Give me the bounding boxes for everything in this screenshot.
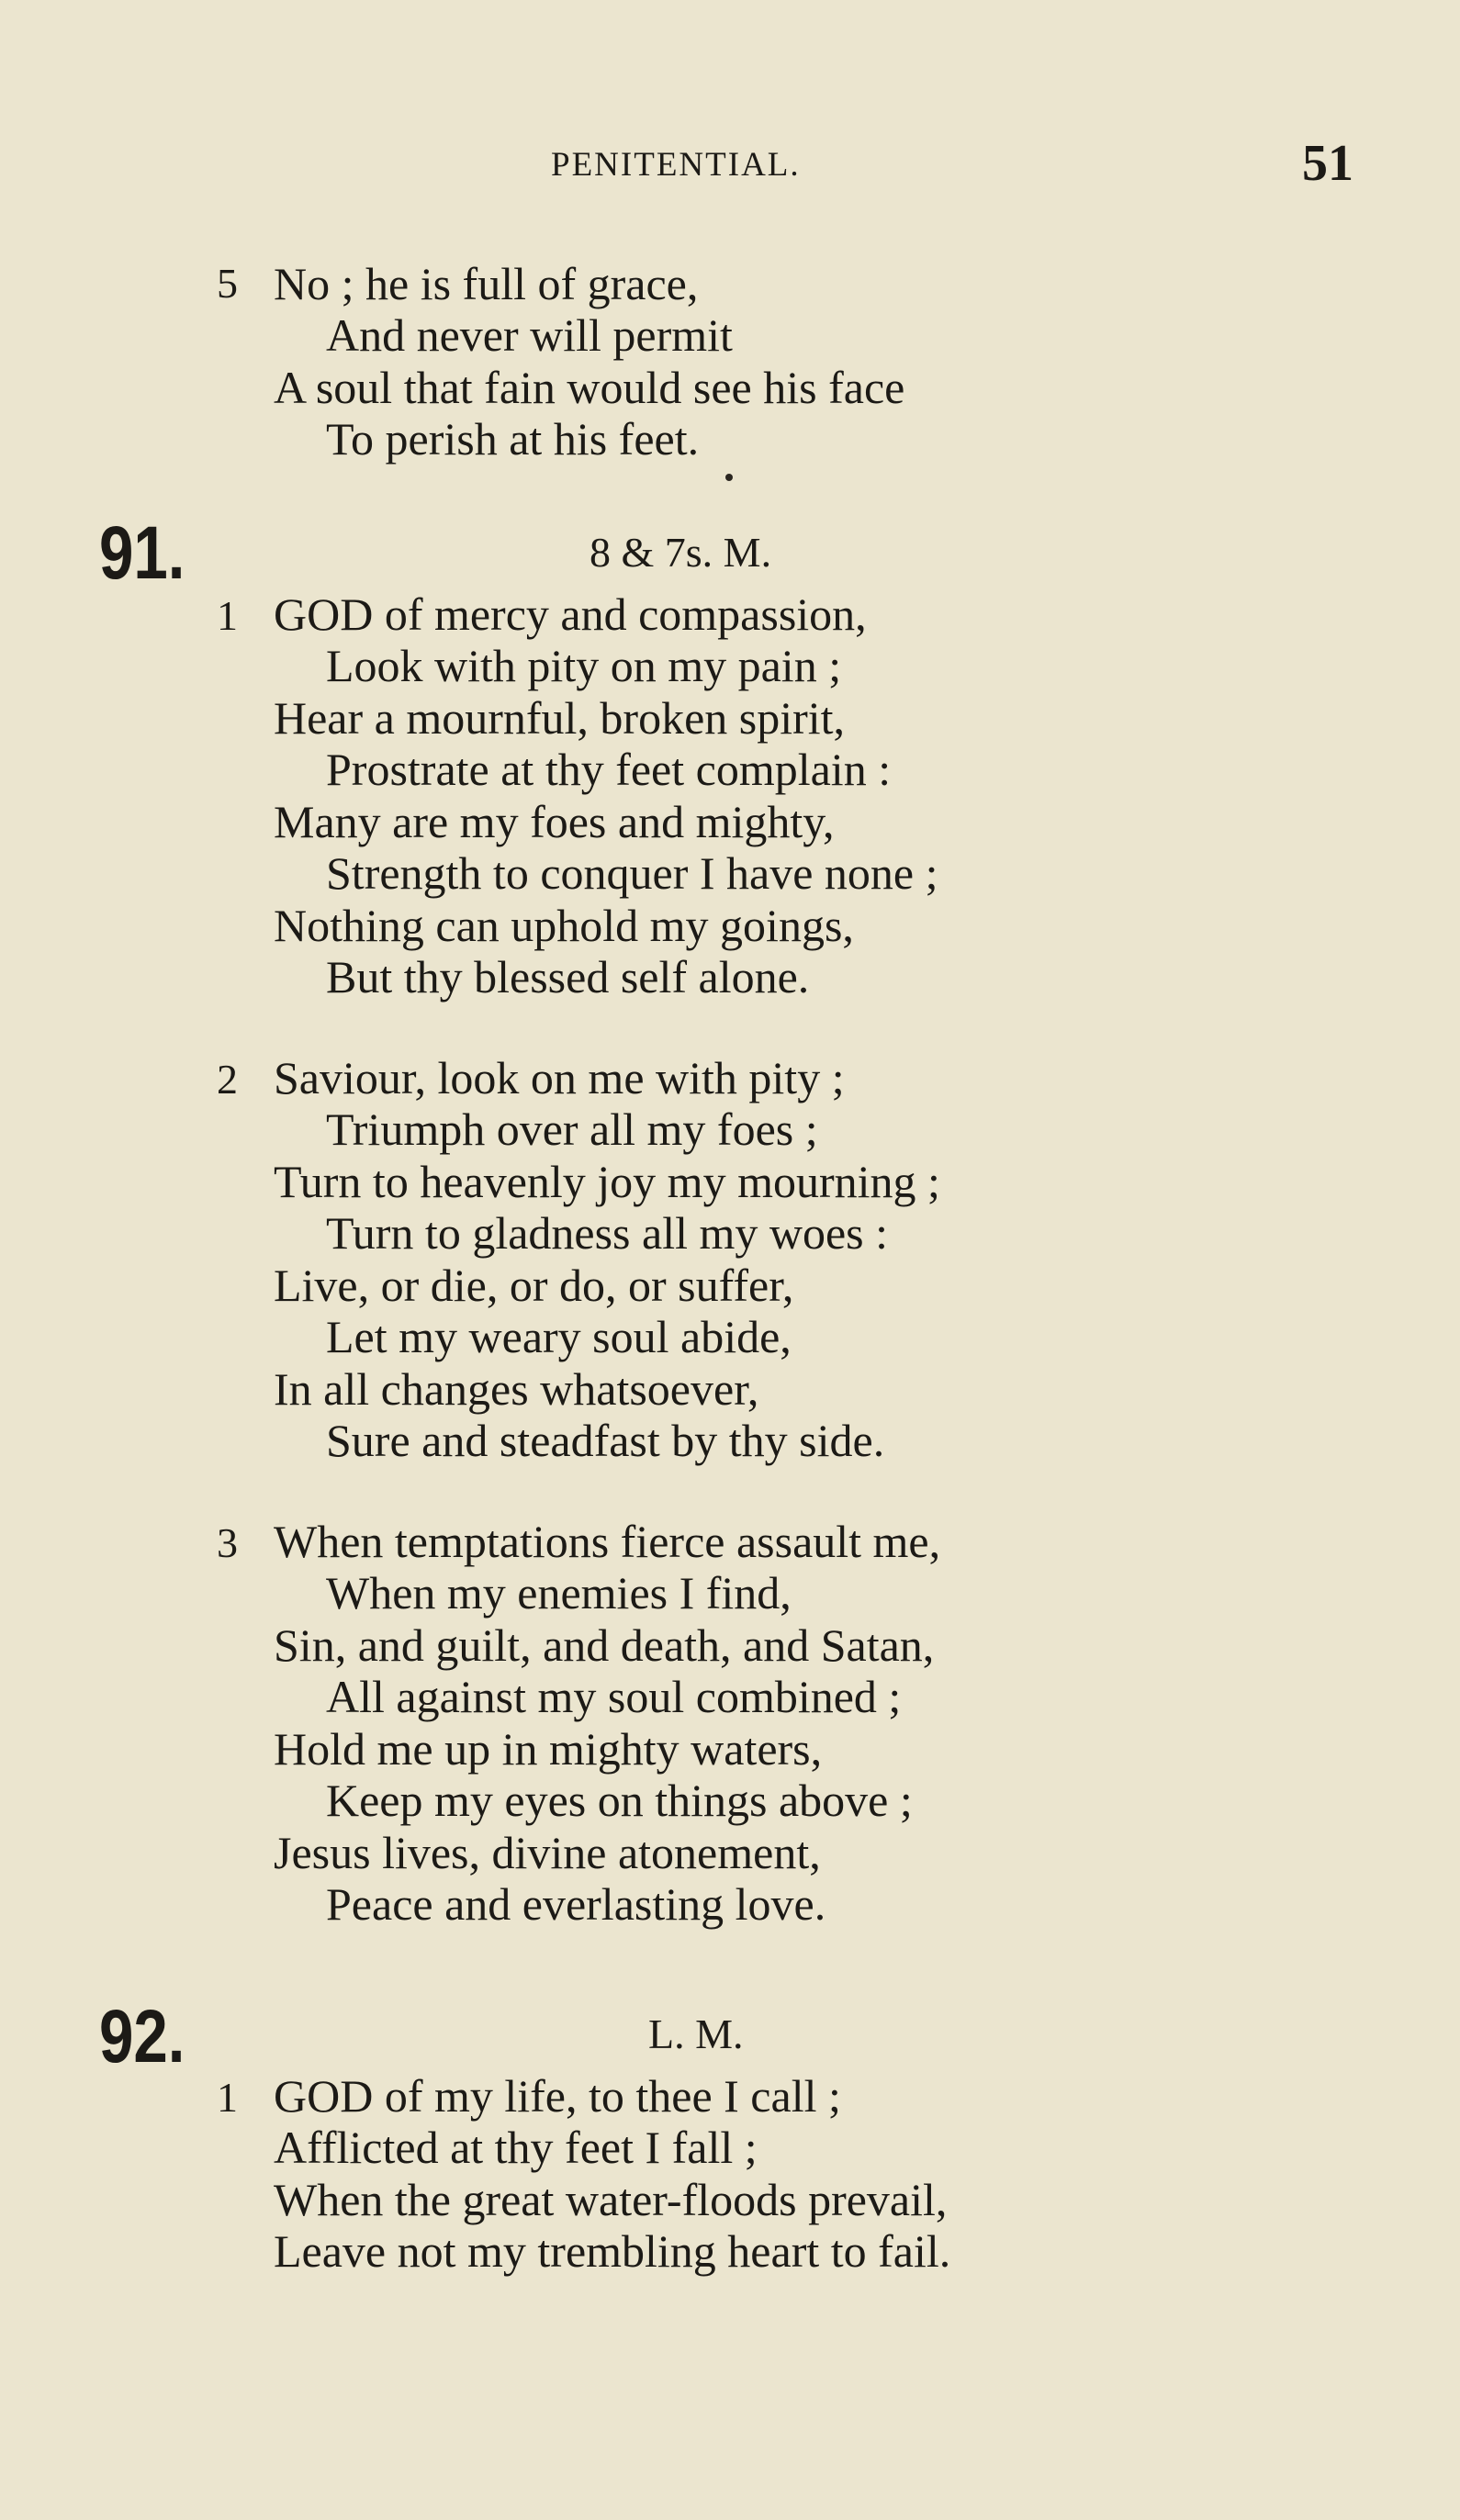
verse-line: Saviour, look on me with pity ; (274, 1052, 845, 1103)
verse-line: Keep my eyes on things above ; (326, 1775, 913, 1826)
verse-number: 5 (217, 260, 238, 307)
verse-line: When my enemies I find, (326, 1567, 792, 1618)
verse-line: To perish at his feet. (326, 413, 700, 465)
verse-line: Let my weary soul abide, (326, 1311, 792, 1362)
verse-line: In all changes whatsoever, (274, 1363, 759, 1415)
verse-number: 1 (217, 2074, 238, 2121)
hymn-meter: 8 & 7s. M. (590, 529, 772, 576)
verse-number: 2 (217, 1056, 238, 1103)
hymn-number: 91. (99, 511, 185, 595)
verse-line: Turn to heavenly joy my mourning ; (274, 1156, 940, 1207)
verse-line: All against my soul combined ; (326, 1671, 902, 1722)
verse-line: Strength to conquer I have none ; (326, 847, 938, 899)
verse-number: 1 (217, 592, 238, 639)
page-number: 51 (1302, 135, 1353, 192)
verse-line: GOD of mercy and compassion, (274, 588, 867, 640)
verse-line: GOD of my life, to thee I call ; (274, 2070, 841, 2122)
running-head: PENITENTIAL. (551, 146, 801, 184)
verse-line: Live, or die, or do, or suffer, (274, 1260, 794, 1311)
verse-line: Sure and steadfast by thy side. (326, 1415, 885, 1466)
ink-speck (725, 474, 733, 481)
verse-line: Afflicted at thy feet I fall ; (274, 2122, 758, 2173)
verse-number: 3 (217, 1519, 238, 1566)
verse-line: Jesus lives, divine atonement, (274, 1827, 821, 1878)
verse-line: When temptations fierce assault me, (274, 1516, 941, 1567)
verse-line: Turn to gladness all my woes : (326, 1207, 889, 1259)
verse-line: Hear a mournful, broken spirit, (274, 692, 846, 744)
verse-line: Many are my foes and mighty, (274, 796, 835, 847)
verse-line: Triumph over all my foes ; (326, 1103, 818, 1155)
verse-line: Nothing can uphold my goings, (274, 900, 854, 951)
verse-line: When the great water-floods prevail, (274, 2174, 948, 2225)
verse-line: No ; he is full of grace, (274, 258, 699, 309)
verse-line: Sin, and guilt, and death, and Satan, (274, 1619, 935, 1671)
hymn-meter: L. M. (648, 2010, 744, 2057)
verse-line: But thy blessed self alone. (326, 951, 810, 1002)
verse-line: Peace and everlasting love. (326, 1878, 826, 1930)
verse-line: Hold me up in mighty waters, (274, 1723, 823, 1775)
verse-line: And never will permit (326, 309, 733, 361)
hymn-number: 92. (99, 1995, 185, 2078)
verse-line: A soul that fain would see his face (274, 362, 905, 413)
verse-line: Prostrate at thy feet complain : (326, 744, 892, 795)
verse-line: Leave not my trembling heart to fail. (274, 2225, 951, 2277)
verse-line: Look with pity on my pain ; (326, 640, 842, 691)
